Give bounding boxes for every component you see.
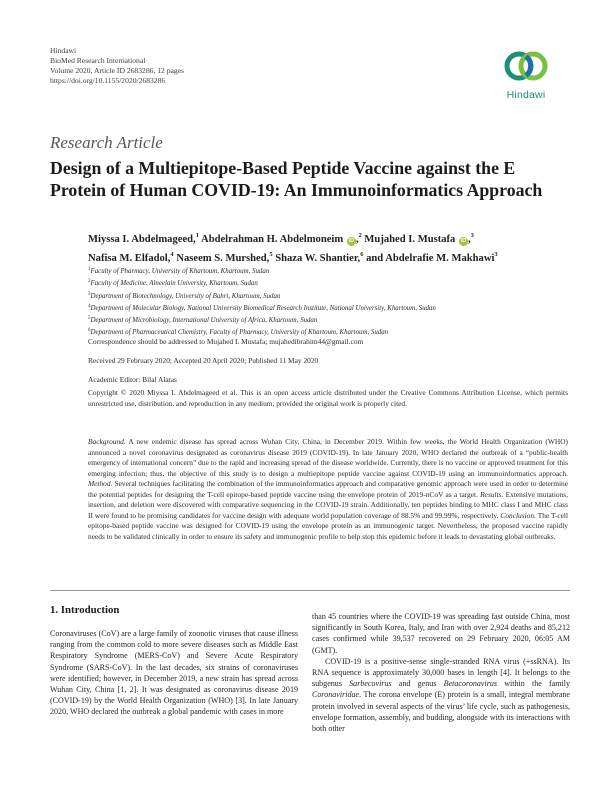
intro-paragraph: Coronaviruses (CoV) are a large family of zoonotic viruses that cause illness ranging from the common cold to more severe diseases such as Middle East Respiratory Syndrome (MERS-CoV) and Severe Acute Respiratory Syndrome (SARS-CoV). In the last decades, six strains of coronaviruses were identified; however, in December 2019, a new strain has spread across Wuhan City, China [1, 2]. It was designated as coronavirus disease 2019 (COVID-19) by the World Health Organization (WHO) [3]. In late January 2020, WHO declared the outbreak a global pandemic with cases in more xyxy=(50,629,298,717)
author-sep: , xyxy=(355,234,359,245)
affiliation-item xyxy=(88,314,568,326)
abstract xyxy=(88,437,568,542)
author-affil-sup: 3 xyxy=(470,232,474,239)
journal-name: BioMed Research International xyxy=(50,56,146,66)
abstract-label-conclusion: Conclusion. xyxy=(500,510,536,520)
intro-left-column xyxy=(50,628,298,718)
affiliation-sup: 3 xyxy=(88,291,91,297)
hindawi-logo xyxy=(498,44,554,106)
author-affil-sup: 3 xyxy=(494,250,498,258)
taxon-name: Betacoronavirus xyxy=(443,679,497,689)
affiliation-text: Department of Biotechnology, University of Bahri, Khartoum, Sudan xyxy=(90,292,281,300)
affiliation-item xyxy=(88,290,568,302)
author-name[interactable]: Shaza W. Shantier, xyxy=(275,252,361,264)
author-sep: , xyxy=(468,234,471,245)
abstract-label-background: Background. xyxy=(88,437,126,446)
doi-link[interactable]: https://doi.org/10.1155/2020/2683286 xyxy=(50,76,166,86)
author-affil-sup: 4 xyxy=(170,250,174,258)
section-divider xyxy=(50,590,570,591)
academic-editor: Academic Editor: Bilal Alatas xyxy=(88,375,177,384)
orcid-icon[interactable]: iD xyxy=(348,238,355,244)
affiliation-text: Department of Molecular Biology, National University Biomedical Research Institute, National University, Khartoum, Sudan xyxy=(90,304,436,312)
abstract-background: A new endemic disease has spread across Wuhan City, China, in December 2019. Within few weeks, the World Health Organization (WHO) announced a novel coronavirus designated as coronavirus disease 2019 (COVID-19). In late January 2020, WHO declared the outbreak of a “public-health emergency of international concern” due to the rapid and increasing spread of the disease worldwide. Currently, there is no vaccine or approved treatment for this emerging infection; thus, the objective of this study is to design a multiepitope peptide vaccine against COVID-19 using an immunoinformatics approach. xyxy=(88,437,568,478)
affiliation-sup: 6 xyxy=(88,328,91,334)
section-heading: 1. Introduction xyxy=(50,604,120,616)
affiliation-sup: 4 xyxy=(88,303,91,309)
logo-text: Hindawi xyxy=(506,89,546,101)
affiliation-text: Faculty of Pharmacy, University of Khartoum, Khartoum, Sudan xyxy=(90,268,270,275)
abstract-method: Several techniques facilitating the combination of the immunoinformatics approach and comparative genomic approach were used in order to determine the potential peptides for designing the T-cell epitope-based peptide vaccine using the envelope protein of 2019-nCoV as a target. xyxy=(88,479,568,499)
affiliation-text: Faculty of Medicine, Alneelain University, Khartoum, Sudan xyxy=(90,280,258,288)
author-name[interactable]: and Abdelrafie M. Makhawi xyxy=(366,252,495,264)
author-line-2 xyxy=(88,248,568,267)
intro-text: within the family xyxy=(496,679,570,689)
author-list xyxy=(88,229,568,266)
author-affil-sup: 6 xyxy=(360,250,364,258)
author-name[interactable]: Mujahed I. Mustafa xyxy=(364,234,456,245)
affiliation-sup: 2 xyxy=(88,279,91,285)
volume-line: Volume 2020, Article ID 2683286, 12 pages xyxy=(50,66,184,76)
author-name[interactable]: Nafisa M. Elfadol, xyxy=(88,252,171,264)
author-name[interactable]: Abdelrahman H. Abdelmoneim xyxy=(201,234,344,245)
affiliation-item xyxy=(88,277,568,289)
correspondence-line: Correspondence should be addressed to Mujahed I. Mustafa; mujahedibrahim44@gmail.com xyxy=(88,337,364,346)
author-line-1 xyxy=(88,229,568,248)
copyright-notice: Copyright © 2020 Miyssa I. Abdelmageed et al. This is an open access article distributed under the Creative Commons Attribution License, which permits unrestricted use, distribution, and reproduction in any medium, provided the original work is properly cited. xyxy=(88,388,568,408)
affiliation-item xyxy=(88,302,568,314)
affiliation-sup: 1 xyxy=(88,267,91,272)
abstract-results: Extensive mutations, insertion, and deletion were discovered with comparative sequencing in the COVID-19 strain. Additionally, ten peptides binding to MHC class I and MHC class II were found to be promising candidates for vaccine design with adequate world population coverage of 88.5% and 99.99%, respectively. xyxy=(88,489,568,520)
affiliation-sup: 5 xyxy=(88,316,91,322)
author-affil-sup: 2 xyxy=(358,232,362,239)
abstract-label-method: Method. xyxy=(88,479,113,488)
article-type: Research Article xyxy=(50,133,163,152)
dates-line: Received 29 February 2020; Accepted 20 April 2020; Published 11 May 2020 xyxy=(88,356,319,365)
abstract-conclusion: The T-cell epitope-based peptide vaccine was designed for COVID-19 using the envelope protein as an immunogenic target. Nevertheless, the proposed vaccine rapidly needs to be validated clinically in order to ensure its safety and immunogenic profile to help stop this epidemic before it leads to devastating global outbreaks. xyxy=(88,510,569,541)
intro-text: . The corona envelope (E) protein is a small, integral membrane protein involved in several aspects of the virus’ life cycle, such as pathogenesis, envelope formation, assembly, and budding, alongside with its interactions with both other xyxy=(312,690,570,734)
author-affil-sup: 1 xyxy=(195,232,199,239)
publisher-name: Hindawi xyxy=(50,46,77,55)
orcid-icon[interactable]: iD xyxy=(460,238,467,244)
taxon-name: Coronaviridae xyxy=(312,690,360,700)
author-affil-sup: 5 xyxy=(269,250,273,258)
abstract-label-results: Results. xyxy=(480,489,504,499)
affiliation-item xyxy=(88,265,568,277)
author-name[interactable]: Miyssa I. Abdelmageed, xyxy=(88,234,196,245)
intro-text: and genus xyxy=(391,679,444,689)
taxon-name: Sarbecovirus xyxy=(349,679,392,689)
journal-info xyxy=(50,46,184,86)
intro-paragraph: than 45 countries where the COVID-19 was spreading fast outside China, most significantly in South Korea, Italy, and Iran with over 2,924 deaths and 85,212 cases confirmed while 39,537 recovered on 29 February 2020, 06:05 AM (GMT). xyxy=(312,612,570,655)
affiliation-text: Department of Microbiology, International University of Africa, Khartoum, Sudan xyxy=(90,317,318,325)
hindawi-logo-icon xyxy=(498,44,554,88)
author-name[interactable]: Naseem S. Murshed, xyxy=(176,252,270,264)
article-title: Design of a Multiepitope-Based Peptide Vaccine against the E Protein of Human COVID-19: An Immunoinformatics Approach xyxy=(50,158,543,200)
affiliation-list xyxy=(88,265,568,339)
intro-paragraph xyxy=(312,656,570,734)
affiliation-text: Department of Pharmaceutical Chemistry, Faculty of Pharmacy, University of Khartoum, Khartoum, Sudan xyxy=(90,329,389,337)
intro-right-column xyxy=(312,611,570,734)
intro-text: COVID-19 is a positive-sense single-stranded RNA virus (+ssRNA). Its RNA sequence is approximately 30,000 bases in length [4]. It belongs to the subgenus xyxy=(312,656,570,689)
